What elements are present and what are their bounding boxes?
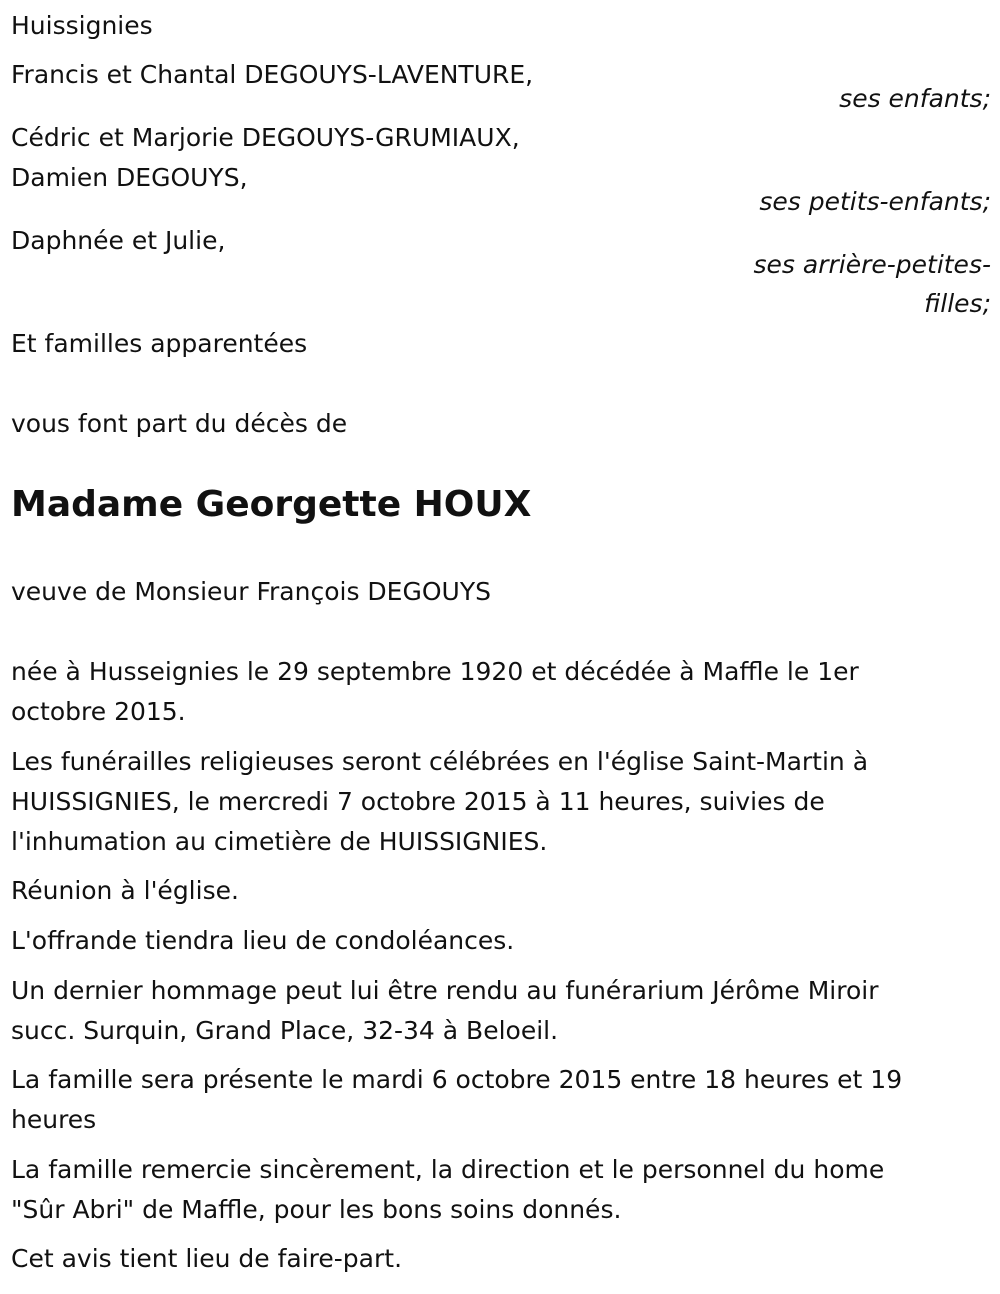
- funeral-line-1: Les funérailles religieuses seront célébrées en l'église Saint-Martin à: [11, 747, 869, 776]
- offering-text: L'offrande tiendra lieu de condoléances.: [11, 926, 515, 955]
- grandchildren-names-2: Damien DEGOUYS,: [11, 163, 248, 192]
- visitation-line-2: heures: [11, 1105, 97, 1134]
- tribute-line-2: succ. Surquin, Grand Place, 32-34 à Beloeil.: [11, 1016, 559, 1045]
- funeral-line-2: HUISSIGNIES, le mercredi 7 octobre 2015 à 11 heures, suivies de: [11, 787, 825, 816]
- thanks-line-2: "Sûr Abri" de Maffle, pour les bons soins donnés.: [11, 1195, 622, 1224]
- birth-death-line-2: octobre 2015.: [11, 697, 186, 726]
- children-names: Francis et Chantal DEGOUYS-LAVENTURE,: [11, 60, 534, 89]
- birth-death-line-1: née à Husseignies le 29 septembre 1920 et décédée à Maffle le 1er: [11, 657, 859, 686]
- announcement-text: vous font part du décès de: [11, 409, 348, 438]
- tribute-line-1: Un dernier hommage peut lui être rendu au funérarium Jérôme Miroir: [11, 976, 879, 1005]
- deceased-name: Madame Georgette HOUX: [11, 484, 532, 525]
- grandchildren-role: ses petits-enfants;: [759, 187, 991, 216]
- great-grandchildren-names: Daphnée et Julie,: [11, 226, 226, 255]
- great-grandchildren-role-2: filles;: [924, 289, 991, 318]
- extended-family-text: Et familles apparentées: [11, 329, 308, 358]
- funeral-line-3: l'inhumation au cimetière de HUISSIGNIES.: [11, 827, 548, 856]
- location-text: Huissignies: [11, 11, 153, 40]
- visitation-line-1: La famille sera présente le mardi 6 octobre 2015 entre 18 heures et 19: [11, 1065, 903, 1094]
- great-grandchildren-role-1: ses arrière-petites-: [753, 250, 991, 279]
- widow-of-text: veuve de Monsieur François DEGOUYS: [11, 577, 491, 606]
- meeting-text: Réunion à l'église.: [11, 876, 239, 905]
- thanks-line-1: La famille remercie sincèrement, la direction et le personnel du home: [11, 1155, 885, 1184]
- grandchildren-names-1: Cédric et Marjorie DEGOUYS-GRUMIAUX,: [11, 123, 520, 152]
- children-role: ses enfants;: [839, 84, 991, 113]
- notice-text: Cet avis tient lieu de faire-part.: [11, 1244, 403, 1273]
